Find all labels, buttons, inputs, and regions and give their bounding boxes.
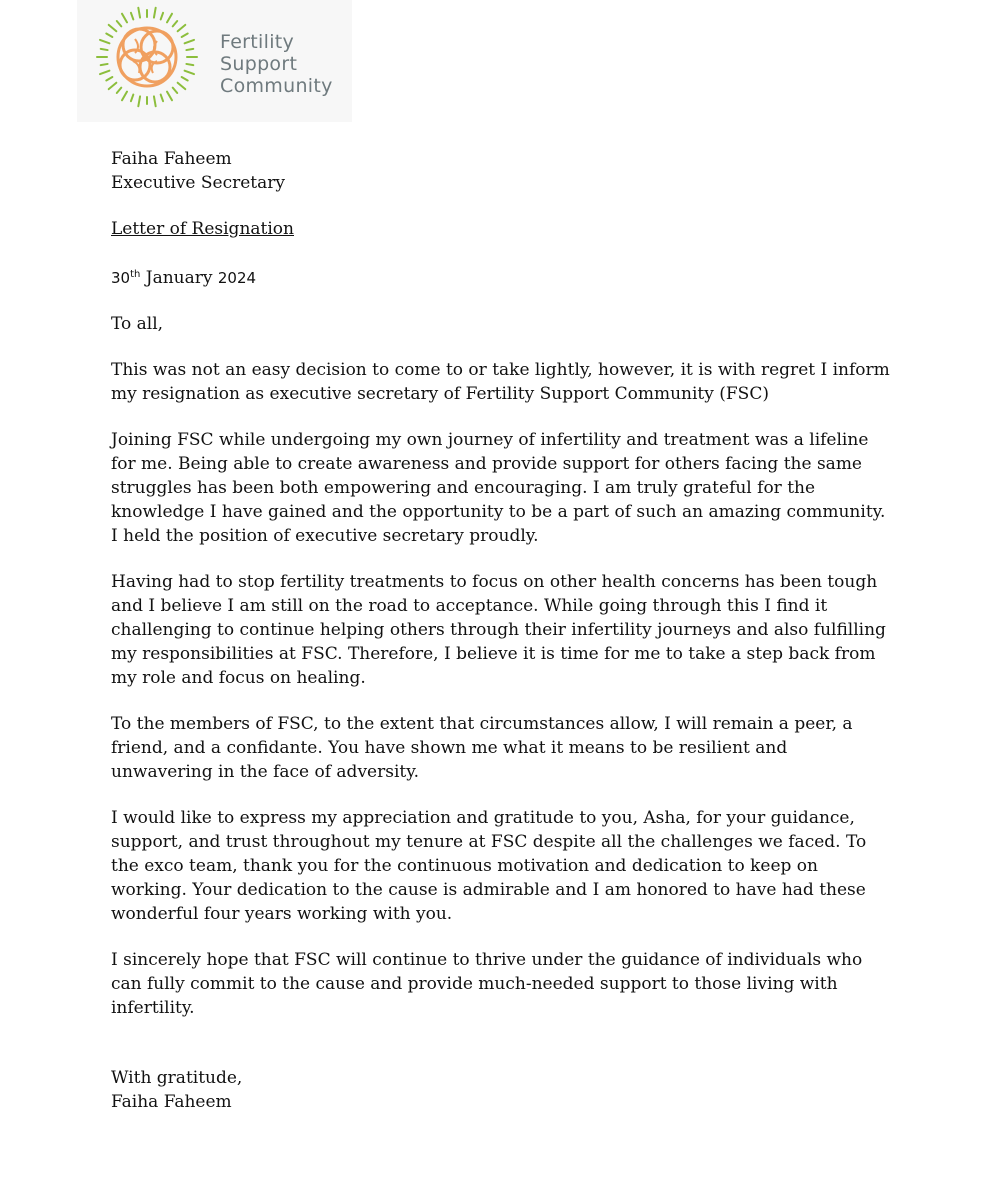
logo-ray (185, 40, 194, 43)
closing: With gratitude, (111, 1068, 243, 1088)
logo-ray (101, 49, 108, 50)
letter-date (111, 263, 891, 290)
paragraph-6: I sincerely hope that FSC will continue to thrive under the guidance of individuals who can fully commit to the cause and provide much-needed support to those living with infertility. (111, 950, 863, 1018)
logo-ray (167, 14, 172, 23)
logo-ray (185, 71, 194, 74)
logo-ray (182, 34, 188, 38)
logo (77, 0, 352, 122)
logo-ray (138, 96, 140, 106)
logo-ray (161, 95, 163, 102)
logo-ray (109, 83, 117, 89)
sender-role: Executive Secretary (111, 173, 285, 193)
logo-line-3: Community (220, 75, 333, 97)
logo-ray (117, 88, 122, 93)
date-month: January (140, 268, 218, 288)
logo-ray (138, 8, 140, 18)
date-year: 2024 (217, 269, 257, 287)
logo-ray (178, 25, 186, 31)
date-suffix: th (130, 269, 141, 280)
logo-line-1: Fertility (220, 31, 295, 53)
logo-ray (100, 40, 109, 43)
logo-ray (178, 83, 186, 89)
logo-ray (106, 34, 112, 38)
paragraph-1: This was not an easy decision to come to or take lightly, however, it is with regret I inform my resignation as executive secretary of Fertility Support Community (FSC) (111, 360, 890, 404)
logo-ray (106, 77, 112, 81)
logo-ray (173, 88, 178, 93)
fertility-flower-logo-icon (95, 5, 199, 109)
letter-body (111, 147, 891, 1114)
paragraph-3: Having had to stop fertility treatments to focus on other health concerns has been tough and I believe I am still on the road to acceptance. While going through this I find it challenging to continue helping others through their infertility journeys and also fulfilling my responsibilities at FSC. Therefore, I believe it is time for me to take a step back from my role and focus on healing. (111, 572, 886, 688)
date-day: 30 (111, 269, 131, 287)
logo-ray (122, 14, 127, 23)
logo-line-2: Support (220, 53, 298, 75)
paragraph-4: To the members of FSC, to the extent that circumstances allow, I will remain a peer, a friend, and a confidante. You have shown me what it means to be resilient and unwavering in the face of adversity. (111, 714, 853, 782)
logo-ray (154, 96, 156, 106)
logo-wordmark (220, 31, 333, 97)
sender-name: Faiha Faheem (111, 149, 232, 169)
logo-ray (117, 21, 122, 26)
logo-ray (100, 71, 109, 74)
signature: Faiha Faheem (111, 1092, 232, 1112)
logo-ray (161, 13, 163, 20)
logo-ray (186, 49, 193, 50)
logo-ray (154, 8, 156, 18)
logo-ray (182, 77, 188, 81)
logo-ray (173, 21, 178, 26)
logo-ray (122, 92, 127, 101)
letter-title: Letter of Resignation (111, 219, 294, 239)
logo-ray (186, 64, 193, 65)
logo-ray (167, 92, 172, 101)
paragraph-5: I would like to express my appreciation and gratitude to you, Asha, for your guidance, support, and trust throughout my tenure at FSC despite all the challenges we faced. To the exco team, thank you for the continuous motivation and dedication to keep on working. Your dedication to the cause is admirable and I am honored to have had these wonderful four years working with you. (111, 808, 867, 924)
logo-ray (131, 95, 133, 102)
logo-ray (109, 25, 117, 31)
logo-ray (131, 13, 133, 20)
logo-ray (101, 64, 108, 65)
greeting: To all, (111, 314, 164, 334)
paragraph-2: Joining FSC while undergoing my own journey of infertility and treatment was a lifeline for me. Being able to create awareness and provide support for others facing the same struggles has been both empowering and encouraging. I am truly grateful for the knowledge I have gained and the opportunity to be a part of such an amazing community. I held the position of executive secretary proudly. (111, 430, 886, 546)
